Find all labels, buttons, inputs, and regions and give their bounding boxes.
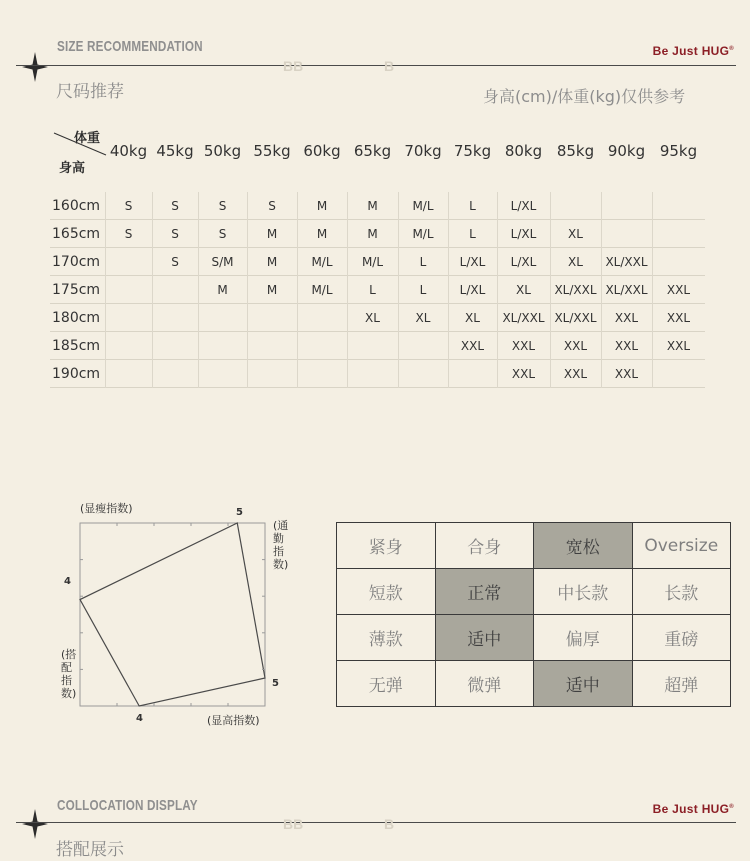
attribute-option: 重磅 <box>632 615 731 661</box>
attribute-option: 长款 <box>632 569 731 615</box>
size-cell: L/XL <box>510 227 537 241</box>
size-cell: L <box>369 283 376 297</box>
weight-column-header: 80kg <box>504 142 543 160</box>
height-row-header: 165cm <box>52 226 101 242</box>
size-cell: XXL <box>563 339 588 353</box>
size-cell <box>652 192 705 220</box>
weight-column-header: 45kg <box>156 142 194 160</box>
size-cell: XXL <box>511 339 536 353</box>
size-cell <box>247 360 297 388</box>
size-cell: S <box>124 199 133 213</box>
size-cell: M/L <box>311 283 333 297</box>
weight-column-header: 50kg <box>203 142 242 160</box>
attribute-option: 无弹 <box>337 661 436 707</box>
weight-column-header: 95kg <box>659 142 698 160</box>
table-row <box>50 360 705 388</box>
radar-value-right: 5 <box>272 678 279 689</box>
size-cell <box>247 304 297 332</box>
size-cell: XL <box>568 255 583 269</box>
size-cell: S <box>218 199 227 213</box>
size-cell: XXL <box>460 339 485 353</box>
weight-column-header: 90kg <box>607 142 646 160</box>
size-cell <box>105 304 152 332</box>
radar-frame <box>80 523 265 706</box>
size-cell <box>105 332 152 360</box>
size-cell <box>347 332 398 360</box>
weight-column-header: 85kg <box>556 142 595 160</box>
height-row-header: 180cm <box>52 310 101 326</box>
size-cell <box>247 332 297 360</box>
radar-label-bottom: (显高指数) <box>207 714 260 727</box>
weight-column-header: 40kg <box>109 142 148 160</box>
size-cell: M <box>217 283 228 297</box>
size-cell <box>398 332 448 360</box>
size-cell: XXL <box>614 311 639 325</box>
attribute-option: 正常 <box>435 569 534 615</box>
table-column-divider <box>105 192 106 388</box>
watermark-icon: B <box>384 58 395 74</box>
brand-logo: Be Just HUG® <box>652 802 734 816</box>
table-column-divider <box>297 192 298 388</box>
size-cell: M <box>316 227 328 241</box>
size-cell <box>550 192 601 220</box>
size-cell <box>398 360 448 388</box>
radar-value-left: 4 <box>64 576 71 587</box>
sparkle-star-icon <box>22 52 48 82</box>
size-cell: XL <box>516 283 531 297</box>
table-row <box>50 192 705 220</box>
table-column-divider <box>198 192 199 388</box>
size-cell: S <box>268 199 276 213</box>
height-row-header: 185cm <box>52 338 101 354</box>
attribute-option: 宽松 <box>534 523 633 569</box>
size-cell <box>152 304 198 332</box>
table-column-divider <box>398 192 399 388</box>
size-cell <box>152 360 198 388</box>
size-cell: L <box>419 283 427 297</box>
size-cell <box>601 192 652 220</box>
size-cell <box>105 276 152 304</box>
table-column-divider <box>652 192 653 388</box>
brand-logo: Be Just HUG® <box>652 44 734 58</box>
weight-column-header: 70kg <box>404 142 442 160</box>
table-column-divider <box>550 192 551 388</box>
reference-note: 身高(cm)/体重(kg)仅供参考 <box>483 87 686 106</box>
size-cell: XXL <box>666 311 691 325</box>
size-cell: L <box>469 199 476 213</box>
size-cell: L/XL <box>510 199 537 213</box>
fit-index-radar-chart <box>50 495 300 735</box>
table-row <box>50 220 705 248</box>
height-row-header: 175cm <box>52 282 101 298</box>
radar-label-right: (通勤指数) <box>273 519 289 571</box>
attribute-row <box>337 615 731 661</box>
height-row-header: 170cm <box>52 254 101 270</box>
sparkle-star-icon <box>22 809 48 839</box>
size-cell <box>152 332 198 360</box>
size-cell: M/L <box>311 255 333 269</box>
section-title-cn: 尺码推荐 <box>56 82 124 102</box>
attribute-option: 适中 <box>435 615 534 661</box>
size-cell: XXL <box>614 339 639 353</box>
size-cell: XXL <box>614 367 639 381</box>
section-title-en: COLLOCATION DISPLAY <box>57 797 198 814</box>
size-cell <box>601 220 652 248</box>
size-cell: XL <box>365 311 380 325</box>
size-cell: XL/XXL <box>554 283 597 297</box>
watermark-icon: B <box>384 816 395 832</box>
weight-column-header: 75kg <box>453 142 492 160</box>
size-cell: S/M <box>211 255 234 269</box>
size-cell: L <box>469 227 476 241</box>
attribute-option: 紧身 <box>337 523 436 569</box>
size-cell: XL <box>465 311 480 325</box>
size-cell <box>652 220 705 248</box>
attribute-option: 薄款 <box>337 615 436 661</box>
size-cell <box>297 360 347 388</box>
attribute-row <box>337 523 731 569</box>
size-cell <box>652 248 705 276</box>
size-cell: XL/XXL <box>502 311 545 325</box>
size-cell <box>152 276 198 304</box>
size-cell: M <box>367 227 378 241</box>
size-cell: XXL <box>511 367 536 381</box>
size-cell: M <box>266 227 278 241</box>
size-cell: XL <box>415 311 431 325</box>
table-column-divider <box>347 192 348 388</box>
size-cell: M <box>316 199 328 213</box>
height-row-header: 190cm <box>52 366 101 382</box>
size-cell: XXL <box>666 339 691 353</box>
size-cell: XXL <box>563 367 588 381</box>
attribute-option: Oversize <box>632 523 731 569</box>
weight-column-header: 60kg <box>303 142 341 160</box>
table-row <box>50 248 705 276</box>
height-header-label: 身高 <box>59 161 86 176</box>
attribute-row <box>337 569 731 615</box>
attribute-option: 超弹 <box>632 661 731 707</box>
radar-value-top: 5 <box>236 507 243 518</box>
size-cell <box>198 360 247 388</box>
section-title-en: SIZE RECOMMENDATION <box>57 38 203 55</box>
table-column-divider <box>448 192 449 388</box>
size-cell <box>198 304 247 332</box>
attribute-row <box>337 661 731 707</box>
table-row <box>50 332 705 360</box>
size-cell: XL/XXL <box>605 283 648 297</box>
attribute-option: 中长款 <box>534 569 633 615</box>
radar-label-top: (显瘦指数) <box>80 502 133 515</box>
weight-column-header: 55kg <box>253 142 291 160</box>
size-cell <box>297 304 347 332</box>
size-cell: M <box>266 283 278 297</box>
table-column-divider <box>497 192 498 388</box>
size-cell <box>198 332 247 360</box>
fabric-attribute-grid <box>336 522 731 707</box>
size-cell: S <box>124 227 133 241</box>
table-row <box>50 304 705 332</box>
watermark-icon: BB <box>283 816 304 832</box>
size-cell: M <box>367 199 378 213</box>
height-row-header: 160cm <box>52 198 101 214</box>
size-cell: XL <box>568 227 583 241</box>
weight-column-header: 65kg <box>353 142 392 160</box>
table-row <box>50 276 705 304</box>
table-column-divider <box>601 192 602 388</box>
size-cell: XXL <box>666 283 691 297</box>
size-cell: M/L <box>361 255 384 269</box>
watermark-icon: BB <box>283 58 304 74</box>
weight-header-label: 体重 <box>74 131 101 146</box>
size-cell: S <box>218 227 227 241</box>
attribute-option: 适中 <box>534 661 633 707</box>
size-cell <box>347 360 398 388</box>
size-cell: L/XL <box>459 283 486 297</box>
table-column-divider <box>247 192 248 388</box>
size-cell: S <box>171 199 179 213</box>
attribute-option: 偏厚 <box>534 615 633 661</box>
size-cell <box>105 248 152 276</box>
collocation-display-header <box>0 797 750 861</box>
section-title-cn: 搭配展示 <box>56 840 124 860</box>
size-cell: M <box>266 255 278 269</box>
size-cell: M/L <box>412 227 434 241</box>
table-column-divider <box>152 192 153 388</box>
size-cell: M/L <box>412 199 434 213</box>
size-cell <box>652 360 705 388</box>
size-cell: L <box>419 255 427 269</box>
size-cell <box>448 360 497 388</box>
radar-polygon <box>80 523 265 706</box>
size-cell: L/XL <box>459 255 486 269</box>
size-cell <box>105 360 152 388</box>
attribute-option: 短款 <box>337 569 436 615</box>
attribute-option: 微弹 <box>435 661 534 707</box>
radar-value-bottom: 4 <box>136 713 143 724</box>
size-cell <box>297 332 347 360</box>
attribute-option: 合身 <box>435 523 534 569</box>
size-cell: XL/XXL <box>554 311 597 325</box>
size-cell: L/XL <box>510 255 537 269</box>
size-cell: XL/XXL <box>605 255 648 269</box>
size-cell: S <box>171 227 179 241</box>
size-cell: S <box>171 255 179 269</box>
radar-label-left: (搭配指数) <box>61 648 77 700</box>
